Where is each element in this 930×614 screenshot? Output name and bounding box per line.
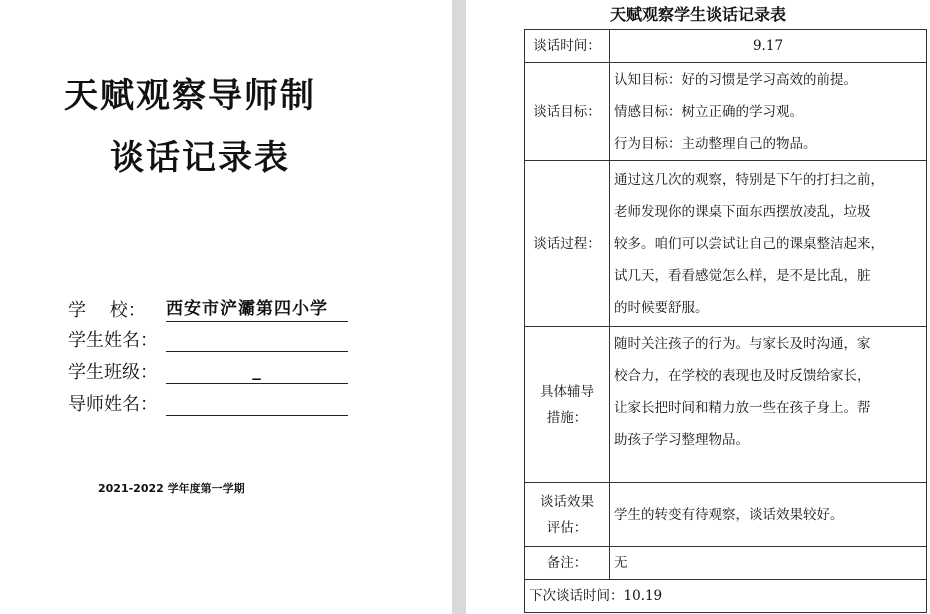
student-name-label: 学生姓名： (68, 330, 158, 351)
school-label: 学 校： (68, 300, 146, 321)
record-table (524, 29, 927, 613)
process-line: 老师发现你的课桌下面东西摆放凌乱，垃圾 (614, 203, 871, 220)
goal-cell (610, 63, 927, 161)
measures-line: 让家长把时间和精力放一些在孩子身上。帮 (614, 400, 871, 416)
student-class-value: _ (166, 359, 348, 384)
student-name-row (68, 326, 348, 352)
measures-label-line1: 具体辅导 (540, 383, 594, 400)
goal-label: 谈话目标： (525, 63, 610, 161)
process-line: 较多。咱们可以尝试让自己的课桌整洁起来， (614, 235, 884, 252)
cover-title-line1: 天赋观察导师制 (64, 76, 316, 116)
mentor-name-row (68, 390, 348, 416)
measures-label-line2: 措施： (546, 409, 588, 426)
process-row (525, 161, 927, 327)
student-name-value (166, 327, 348, 352)
school-value: 西安市浐灞第四小学 (166, 297, 348, 322)
measures-cell (610, 327, 927, 483)
measures-label (525, 327, 610, 483)
mentor-name-label: 导师姓名： (68, 394, 158, 415)
effect-row (525, 483, 927, 547)
semester-text: 2021-2022 学年度第一学期 (98, 482, 245, 495)
cover-title-line2: 谈话记录表 (110, 138, 290, 178)
measures-line: 校合力，在学校的表现也及时反馈给家长， (614, 368, 871, 384)
process-line: 试几天，看看感觉怎么样，是不是比乱，脏 (614, 267, 871, 284)
time-label: 谈话时间： (525, 30, 610, 63)
effect-label (525, 483, 610, 547)
process-line: 的时候要舒服。 (614, 299, 709, 316)
mentor-name-value (166, 391, 348, 416)
time-value: 9.17 (610, 30, 927, 63)
student-class-row (68, 358, 348, 384)
process-line: 通过这几次的观察，特别是下午的打扫之前， (614, 171, 884, 188)
student-class-label: 学生班级： (68, 362, 158, 383)
measures-row (525, 327, 927, 483)
process-cell (610, 161, 927, 327)
measures-line: 随时关注孩子的行为。与家长及时沟通，家 (614, 336, 871, 352)
school-row (68, 296, 348, 322)
effect-value: 学生的转变有待观察，谈话效果较好。 (610, 483, 927, 547)
note-label: 备注： (525, 547, 610, 580)
next-time: 下次谈话时间：10.19 (525, 580, 927, 613)
measures-line: 助孩子学习整理物品。 (614, 432, 749, 448)
effect-label-line2: 评估： (546, 519, 588, 536)
goal-behavioral: 行为目标：主动整理自己的物品。 (614, 135, 817, 152)
note-row (525, 547, 927, 580)
goal-emotional: 情感目标：树立正确的学习观。 (614, 103, 803, 120)
time-row (525, 30, 927, 63)
record-title: 天赋观察学生谈话记录表 (609, 5, 786, 24)
goal-cognitive: 认知目标：好的习惯是学习高效的前提。 (614, 71, 857, 88)
effect-label-line1: 谈话效果 (540, 493, 594, 510)
process-label: 谈话过程： (525, 161, 610, 327)
cover-page (0, 0, 452, 614)
goal-row (525, 63, 927, 161)
next-time-row (525, 580, 927, 613)
note-value: 无 (610, 547, 927, 580)
record-page (466, 0, 930, 614)
